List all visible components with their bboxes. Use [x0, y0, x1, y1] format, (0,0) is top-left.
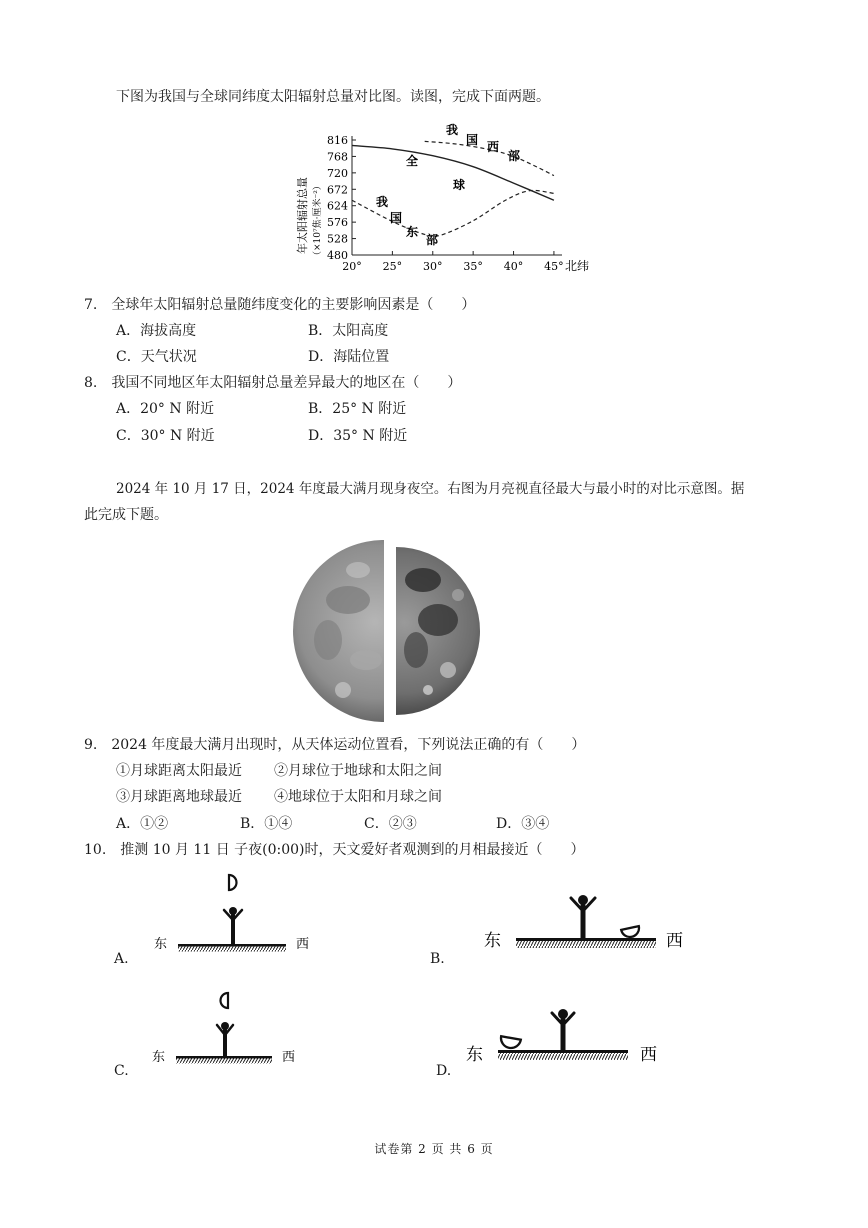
series-label-char: 全 — [406, 154, 419, 168]
y-tick-label: 816 — [327, 134, 348, 147]
west-label: 西 — [282, 1050, 296, 1065]
x-tick-label: 45° — [544, 260, 564, 273]
q8-stem: 8. 我国不同地区年太阳辐射总量差异最大的地区在（ ） — [84, 375, 462, 391]
q9-stem: 9. 2024 年度最大满月出现时，从天体运动位置看，下列说法正确的有（ ） — [84, 737, 586, 753]
y-tick-label: 720 — [327, 166, 348, 180]
q8-option-b[interactable]: B．25° N 附近 — [308, 401, 407, 417]
moon-phase-icon — [499, 1036, 520, 1049]
observer-figure — [224, 907, 242, 944]
ground-line — [176, 1056, 272, 1059]
y-tick-label: 672 — [327, 183, 348, 197]
moon-comparison-image — [288, 540, 488, 722]
x-tick-label: 30° — [423, 260, 443, 273]
solar-radiation-chart — [290, 118, 610, 283]
q9-option-b[interactable]: B．①④ — [240, 816, 293, 832]
series-label-char: 球 — [453, 178, 466, 192]
x-tick-label: 35° — [463, 260, 483, 273]
y-axis-label-2: （×10⁷焦·厘米⁻²） — [313, 181, 323, 260]
series-label-char: 东 — [406, 225, 419, 239]
page-footer: 试卷第 2 页 共 6 页 — [374, 1142, 494, 1156]
west-label: 西 — [296, 937, 310, 952]
ground-hatch — [498, 1053, 628, 1060]
q9-statement-4: ④地球位于太阳和月球之间 — [274, 789, 442, 805]
q9-option-a[interactable]: A．①② — [116, 816, 169, 832]
q10-option-a[interactable]: A. — [114, 951, 129, 967]
q10-figure-b — [480, 880, 700, 960]
q8-option-c[interactable]: C．30° N 附近 — [116, 428, 215, 444]
x-axis-label: 北纬 — [565, 259, 590, 273]
y-tick-label: 624 — [327, 199, 348, 213]
east-label: 东 — [152, 1050, 166, 1065]
moon-phase-icon — [221, 993, 229, 1008]
east-label: 东 — [466, 1045, 483, 1065]
series-label-char: 国 — [466, 133, 479, 147]
q9-option-d[interactable]: D．③④ — [496, 816, 550, 832]
y-tick-label: 480 — [327, 249, 348, 262]
q10-figure-c — [150, 988, 320, 1072]
series-label-char: 部 — [426, 233, 439, 247]
moon-phase-icon — [621, 926, 640, 939]
series-label-char: 国 — [390, 211, 403, 225]
q7-option-d[interactable]: D．海陆位置 — [308, 349, 390, 365]
q7-option-c[interactable]: C．天气状况 — [116, 349, 197, 365]
x-tick-label: 40° — [503, 260, 524, 273]
y-tick-label: 576 — [327, 216, 348, 230]
x-tick-label: 20° — [342, 260, 362, 273]
series-label-char: 部 — [508, 149, 521, 163]
q10-option-c[interactable]: C. — [114, 1063, 129, 1079]
x-tick-label: 25° — [382, 260, 403, 273]
q9-option-c[interactable]: C．②③ — [364, 816, 417, 832]
west-label: 西 — [666, 931, 683, 951]
west-label: 西 — [640, 1045, 657, 1065]
q9-statement-1: ①月球距离太阳最近 — [116, 763, 242, 779]
ground-hatch — [516, 941, 656, 948]
ground-line — [516, 938, 656, 941]
q10-stem: 10. 推测 10 月 11 日 子夜(0:00)时，天文爱好者观测到的月相最接近（ ） — [84, 842, 585, 858]
q9-statement-2: ②月球位于地球和太阳之间 — [274, 763, 442, 779]
q7-stem: 7. 全球年太阳辐射总量随纬度变化的主要影响因素是（ ） — [84, 297, 476, 313]
east-label: 东 — [484, 931, 501, 951]
ground-line — [178, 944, 286, 947]
q7-option-a[interactable]: A．海拔高度 — [116, 323, 197, 339]
q8-option-a[interactable]: A．20° N 附近 — [116, 401, 215, 417]
q10-option-b[interactable]: B. — [430, 951, 445, 967]
ground-hatch — [178, 947, 286, 952]
series-label-char: 西 — [487, 140, 500, 154]
q10-figure-d — [464, 1000, 674, 1072]
q8-option-d[interactable]: D．35° N 附近 — [308, 428, 408, 444]
series-label-char: 我 — [376, 195, 389, 209]
ground-line — [498, 1050, 628, 1053]
observer-figure — [217, 1022, 233, 1056]
ground-hatch — [176, 1059, 272, 1064]
east-label: 东 — [154, 937, 168, 952]
intro-text-2: 2024 年 10 月 17 日，2024 年度最大满月现身夜空。右图为月亮视直径最大与最小时的对比示意图。据 — [116, 481, 745, 497]
intro-text-1: 下图为我国与全球同纬度太阳辐射总量对比图。读图，完成下面两题。 — [116, 89, 550, 105]
q10-option-d[interactable]: D. — [436, 1063, 452, 1079]
observer-figure — [552, 1009, 574, 1050]
y-tick-label: 768 — [327, 150, 348, 164]
observer-figure — [571, 895, 595, 938]
q10-figure-a — [150, 870, 320, 960]
y-axis-label-1: 年太阳辐射总量 — [296, 177, 309, 254]
q9-statement-3: ③月球距离地球最近 — [116, 789, 242, 805]
intro-text-2-cont: 此完成下题。 — [84, 507, 168, 523]
y-tick-label: 528 — [327, 232, 348, 246]
series-label-char: 我 — [446, 123, 459, 137]
q7-option-b[interactable]: B．太阳高度 — [308, 323, 389, 339]
moon-phase-icon — [229, 875, 237, 890]
